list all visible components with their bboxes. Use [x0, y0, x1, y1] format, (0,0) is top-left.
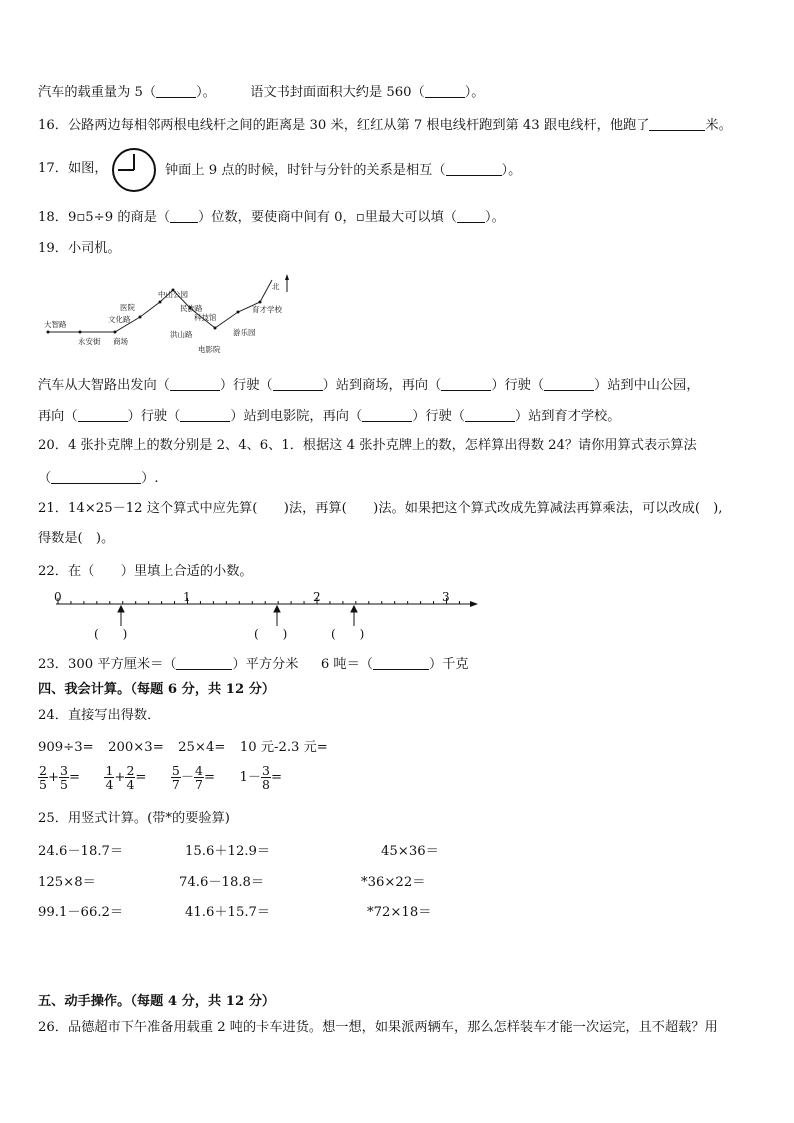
- question-21: [38, 502, 722, 515]
- question-26: [38, 1021, 718, 1034]
- q19-text: ）站到中山公园，: [594, 378, 700, 393]
- calc-item: 125×8＝: [38, 875, 96, 890]
- arrow-markers: [118, 606, 357, 626]
- q26-text: 26．品德超市下午准备用载重 2 吨的卡车进货。想一想，如果派两辆车，那么怎样装车才能一次运完，且不超载？用: [38, 1020, 718, 1035]
- answer-blank[interactable]: ( ): [331, 627, 365, 641]
- q19-text: 汽车从大智路出发向（: [38, 378, 170, 393]
- calc-item: 200×3=: [108, 740, 164, 755]
- question-18: [38, 209, 505, 224]
- question-21-cont: [38, 532, 114, 545]
- answer-blank[interactable]: [544, 377, 594, 391]
- q15-text-c: 语文书封面面积大约是 560（: [250, 85, 425, 100]
- q19-title: 19．小司机。: [38, 241, 121, 256]
- q15-tail-line: [38, 84, 485, 99]
- calc-item: 24.6－18.7＝: [38, 844, 124, 859]
- station-label: 商场: [113, 337, 128, 346]
- q18-text-c: ）。: [484, 210, 505, 225]
- calc-item: 25×4=: [178, 740, 226, 755]
- q19-text: ）行驶（: [491, 378, 545, 393]
- question-24: [38, 709, 160, 722]
- answer-blank[interactable]: [273, 377, 323, 391]
- q16-unit: 米。: [705, 118, 732, 133]
- question-20-answer: [38, 470, 159, 485]
- tick-label-3: 3: [442, 590, 450, 604]
- q18-text-a: 18．9▫5÷9 的商是（: [38, 210, 171, 225]
- question-16: [38, 117, 732, 132]
- answer-blank[interactable]: [78, 408, 128, 422]
- q24-row1: [38, 741, 328, 754]
- q25-row: [38, 876, 96, 889]
- q17-text-c: ）。: [501, 163, 522, 178]
- route-stops: [47, 289, 262, 334]
- q20-close: ）.: [141, 471, 159, 486]
- answer-blank[interactable]: ( ): [254, 627, 288, 641]
- question-20: [38, 439, 697, 452]
- q19-text: ）站到商场，再向（: [322, 378, 442, 393]
- q23-text: 6 吨＝（: [320, 657, 373, 672]
- question-17: [38, 162, 108, 175]
- station-label: 科技馆: [194, 313, 217, 322]
- question-23: [38, 656, 469, 671]
- fraction-expr: $\frac{5}{7}$ － $\frac{4}{7}$ =: [171, 763, 216, 793]
- answer-blank[interactable]: [373, 656, 429, 670]
- station-label: 文化路: [108, 315, 131, 324]
- station-label: 永安街: [78, 337, 101, 346]
- section-4-heading: [38, 683, 275, 696]
- q21-text-a: 21．14×25－12 这个算式中应先算( )法，再算( )法。如果把这个算式改成先算减法再算乘法，可以改成( ),: [38, 501, 723, 516]
- station-label: 医院: [120, 303, 135, 312]
- q19-text: ）行驶（: [127, 409, 181, 424]
- station-label: 洪山路: [170, 330, 193, 339]
- station-label: 电影院: [198, 345, 221, 354]
- q19-text: ）站到育才学校。: [514, 409, 621, 424]
- q23-text: ）千克: [428, 657, 469, 672]
- q25-row: [381, 845, 439, 858]
- station-label: 大智路: [44, 320, 67, 329]
- section-5-heading: [38, 995, 275, 1008]
- question-25: [38, 812, 230, 825]
- q25-row: [38, 906, 123, 919]
- q22-text: 22．在（ ）里填上合适的小数。: [38, 564, 253, 579]
- q25-row: [38, 845, 123, 858]
- clock-icon: [110, 146, 162, 194]
- calc-item: 45×36＝: [381, 844, 439, 859]
- question-19-line1: [38, 377, 700, 392]
- question-19-line2: [38, 408, 620, 423]
- q19-text: 再向（: [38, 409, 78, 424]
- tick-label-1: 1: [183, 590, 191, 604]
- calc-item: 15.6＋12.9＝: [185, 844, 271, 859]
- question-17-cont: [165, 162, 521, 177]
- calc-item: *36×22＝: [361, 875, 426, 890]
- calc-item: 99.1－66.2＝: [38, 905, 124, 920]
- q19-text: ）行驶（: [412, 409, 465, 424]
- q19-text: ）行驶（: [219, 378, 273, 393]
- answer-blank[interactable]: [425, 84, 465, 98]
- answer-blank[interactable]: ( ): [94, 627, 128, 641]
- q25-row: [185, 906, 270, 919]
- q17-text-a: 17．如图，: [38, 161, 108, 176]
- number-line: [44, 590, 484, 642]
- q25-row: [367, 906, 431, 919]
- section-title: 四、我会计算。（每题 6 分，共 12 分）: [38, 682, 276, 697]
- answer-blank[interactable]: [156, 84, 196, 98]
- q18-text-b: ）位数，要使商中间有 0，▫里最大可以填（: [198, 210, 457, 225]
- calc-item: 74.6－18.8＝: [179, 875, 265, 890]
- fraction-expr: $\frac{1}{4}$ + $\frac{2}{4}$ =: [105, 763, 147, 793]
- station-label: 中山公园: [158, 290, 188, 299]
- q20-text: 20．4 张扑克牌上的数分别是 2、4、6、1．根据这 4 张扑克牌上的数，怎样算出得数 24？请你用算式表示算法: [38, 438, 697, 453]
- answer-blank[interactable]: [180, 408, 230, 422]
- answer-blank[interactable]: [441, 377, 491, 391]
- fraction-expr: $\frac{2}{5}$ + $\frac{3}{5}$ =: [39, 763, 81, 793]
- section-title: 五、动手操作。（每题 4 分，共 12 分）: [38, 994, 276, 1009]
- q25-text: 25．用竖式计算。(带*的要验算): [38, 811, 230, 826]
- question-19: [38, 242, 121, 255]
- answer-blank[interactable]: [457, 209, 485, 223]
- answer-blank[interactable]: [170, 377, 220, 391]
- answer-blank[interactable]: [649, 117, 705, 131]
- calc-item: 41.6＋15.7＝: [185, 905, 271, 920]
- calc-item: 10 元-2.3 元=: [239, 740, 328, 755]
- answer-blank[interactable]: [51, 470, 141, 484]
- q23-text: 23．300 平方厘米＝（: [38, 657, 177, 672]
- q15-text-a: 汽车的载重量为 5（: [38, 85, 157, 100]
- q20-open: （: [38, 471, 52, 486]
- station-label: 民族路: [180, 304, 203, 313]
- calc-item: *72×18＝: [367, 905, 432, 920]
- answer-blank[interactable]: [446, 162, 502, 176]
- calc-item: 909÷3=: [38, 740, 94, 755]
- north-label: 北: [272, 282, 280, 291]
- question-22: [38, 565, 253, 578]
- q15-text-d: ）。: [464, 85, 485, 100]
- answer-blank[interactable]: [465, 408, 515, 422]
- q21-text-b: 得数是( )。: [38, 531, 115, 546]
- answer-blank[interactable]: [362, 408, 412, 422]
- answer-blank[interactable]: [170, 209, 198, 223]
- tick-label-2: 2: [313, 590, 321, 604]
- q17-text-b: 钟面上 9 点的时候，时针与分针的关系是相互（: [165, 163, 446, 178]
- q25-row: [179, 876, 264, 889]
- q25-row: [185, 845, 270, 858]
- q23-text: ）平方分米: [232, 657, 299, 672]
- station-label: 育才学校: [252, 305, 282, 314]
- q24-row2: [38, 764, 282, 791]
- q19-text: ）站到电影院，再向（: [230, 409, 363, 424]
- tick-label-0: 0: [54, 590, 62, 604]
- q24-text: 24．直接写出得数．: [38, 708, 161, 723]
- fraction-expr: 1－ $\frac{3}{8}$ =: [239, 763, 283, 793]
- answer-blank[interactable]: [176, 656, 232, 670]
- q15-text-b: ）。: [196, 85, 216, 100]
- route-map: [40, 272, 310, 362]
- q25-row: [361, 876, 425, 889]
- q16-text: 16．公路两边每相邻两根电线杆之间的距离是 30 米，红红从第 7 根电线杆跑到第 43 跟电线杆，他跑了: [38, 118, 650, 133]
- station-label: 游乐园: [233, 328, 256, 337]
